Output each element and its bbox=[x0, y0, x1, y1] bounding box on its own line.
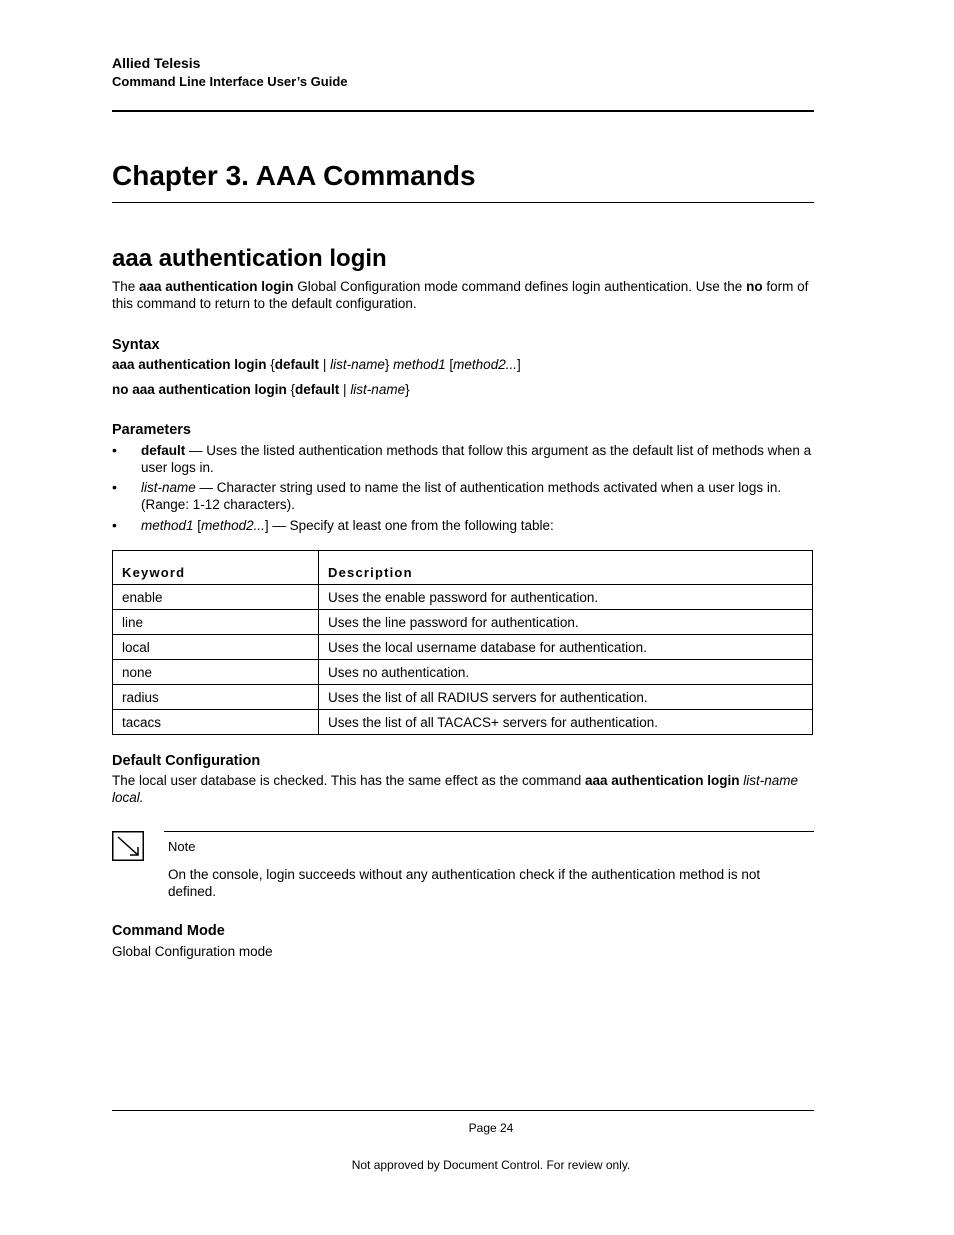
command-mode-text: Global Configuration mode bbox=[112, 944, 273, 959]
chapter-title: Chapter 3. AAA Commands bbox=[112, 160, 476, 191]
parameter-text bbox=[141, 517, 813, 534]
parameter-term: default bbox=[141, 443, 186, 458]
default-config-body: The local user database is checked. This has the same effect as the command bbox=[112, 773, 586, 788]
description-cell: Uses the line password for authentication. bbox=[319, 610, 813, 635]
footer-disclaimer: Not approved by Document Control. For review only. bbox=[351, 1158, 631, 1172]
syntax-heading: Syntax bbox=[112, 337, 160, 353]
description-cell: Uses the list of all TACACS+ servers for authentication. bbox=[319, 710, 813, 735]
chapter-rule bbox=[112, 202, 814, 203]
syntax-punct: ] bbox=[516, 357, 521, 372]
keyword-cell: none bbox=[113, 660, 319, 685]
default-config-heading: Default Configuration bbox=[112, 753, 261, 769]
table-header-row bbox=[113, 551, 813, 585]
header-rule bbox=[112, 110, 814, 112]
table-row bbox=[113, 635, 813, 660]
table-row bbox=[113, 710, 813, 735]
syntax-punct: [ bbox=[445, 357, 454, 372]
syntax-keyword: default bbox=[295, 382, 340, 397]
default-config-command: aaa authentication login bbox=[585, 773, 740, 788]
header-guide-title: Command Line Interface User’s Guide bbox=[112, 74, 348, 89]
parameter-description: — Uses the listed authentication methods that follow this argument as the default list of methods when a user logs in. bbox=[141, 443, 812, 475]
header-company: Allied Telesis bbox=[112, 55, 201, 71]
parameter-term: method2... bbox=[201, 518, 265, 533]
parameter-punct: [ bbox=[193, 518, 202, 533]
syntax-command: aaa authentication login bbox=[112, 357, 267, 372]
syntax-punct: | bbox=[339, 382, 351, 397]
intro-no-keyword: no bbox=[746, 279, 763, 294]
syntax-argument: list-name bbox=[330, 357, 385, 372]
table-row bbox=[113, 610, 813, 635]
syntax-punct: { bbox=[286, 382, 296, 397]
method-keyword-table bbox=[112, 550, 813, 735]
bullet-glyph: • bbox=[112, 479, 117, 495]
command-title: aaa authentication login bbox=[112, 245, 387, 272]
syntax-punct: } bbox=[384, 357, 394, 372]
syntax-punct: | bbox=[319, 357, 331, 372]
page-number: Page 24 bbox=[468, 1121, 514, 1135]
parameter-term: list-name bbox=[141, 480, 196, 495]
syntax-argument: list-name bbox=[350, 382, 406, 397]
column-header-keyword: Keyword bbox=[113, 551, 319, 585]
note-label: Note bbox=[168, 839, 196, 854]
description-cell: Uses the enable password for authentication. bbox=[319, 585, 813, 610]
table-row bbox=[113, 660, 813, 685]
note-body: On the console, login succeeds without any authentication check if the authentication method is not defined. bbox=[168, 867, 761, 899]
footer-rule bbox=[112, 1110, 814, 1111]
keyword-cell: local bbox=[113, 635, 319, 660]
parameter-description: ] — Specify at least one from the following table: bbox=[264, 518, 554, 533]
syntax-command: no aaa authentication login bbox=[112, 382, 287, 397]
keyword-cell: line bbox=[113, 610, 319, 635]
parameter-text bbox=[141, 442, 813, 476]
description-cell: Uses the local username database for authentication. bbox=[319, 635, 813, 660]
syntax-keyword: default bbox=[274, 357, 320, 372]
syntax-line-2 bbox=[112, 381, 812, 398]
description-cell: Uses no authentication. bbox=[319, 660, 813, 685]
note-rule bbox=[164, 831, 814, 832]
intro-text: The bbox=[112, 279, 140, 294]
table-row bbox=[113, 685, 813, 710]
command-mode-heading: Command Mode bbox=[112, 923, 225, 939]
syntax-argument: method1 bbox=[393, 357, 446, 372]
description-cell: Uses the list of all RADIUS servers for authentication. bbox=[319, 685, 813, 710]
bullet-glyph: • bbox=[112, 517, 117, 533]
intro-command: aaa authentication login bbox=[139, 279, 294, 294]
parameters-heading: Parameters bbox=[112, 422, 191, 438]
command-intro bbox=[112, 278, 812, 312]
keyword-cell: tacacs bbox=[113, 710, 319, 735]
syntax-line-1 bbox=[112, 356, 812, 373]
syntax-punct: { bbox=[266, 357, 275, 372]
default-config-text bbox=[112, 772, 812, 806]
default-config-argument: list-name local. bbox=[112, 773, 799, 805]
bullet-glyph: • bbox=[112, 442, 117, 458]
syntax-argument: method2... bbox=[453, 357, 517, 372]
parameter-term: method1 bbox=[141, 518, 194, 533]
intro-text: Global Configuration mode command defines login authentication. Use the bbox=[293, 279, 747, 294]
syntax-punct: } bbox=[405, 382, 410, 397]
table-row bbox=[113, 585, 813, 610]
parameter-text bbox=[141, 479, 813, 513]
keyword-cell: enable bbox=[113, 585, 319, 610]
parameter-description: — Character string used to name the list of authentication methods activated when a user logs in. (Range: 1-12 characters). bbox=[141, 480, 782, 512]
column-header-description: Description bbox=[319, 551, 813, 585]
intro-text: form of this command to return to the default configuration. bbox=[112, 279, 809, 311]
keyword-cell: radius bbox=[113, 685, 319, 710]
note-icon bbox=[112, 831, 144, 861]
